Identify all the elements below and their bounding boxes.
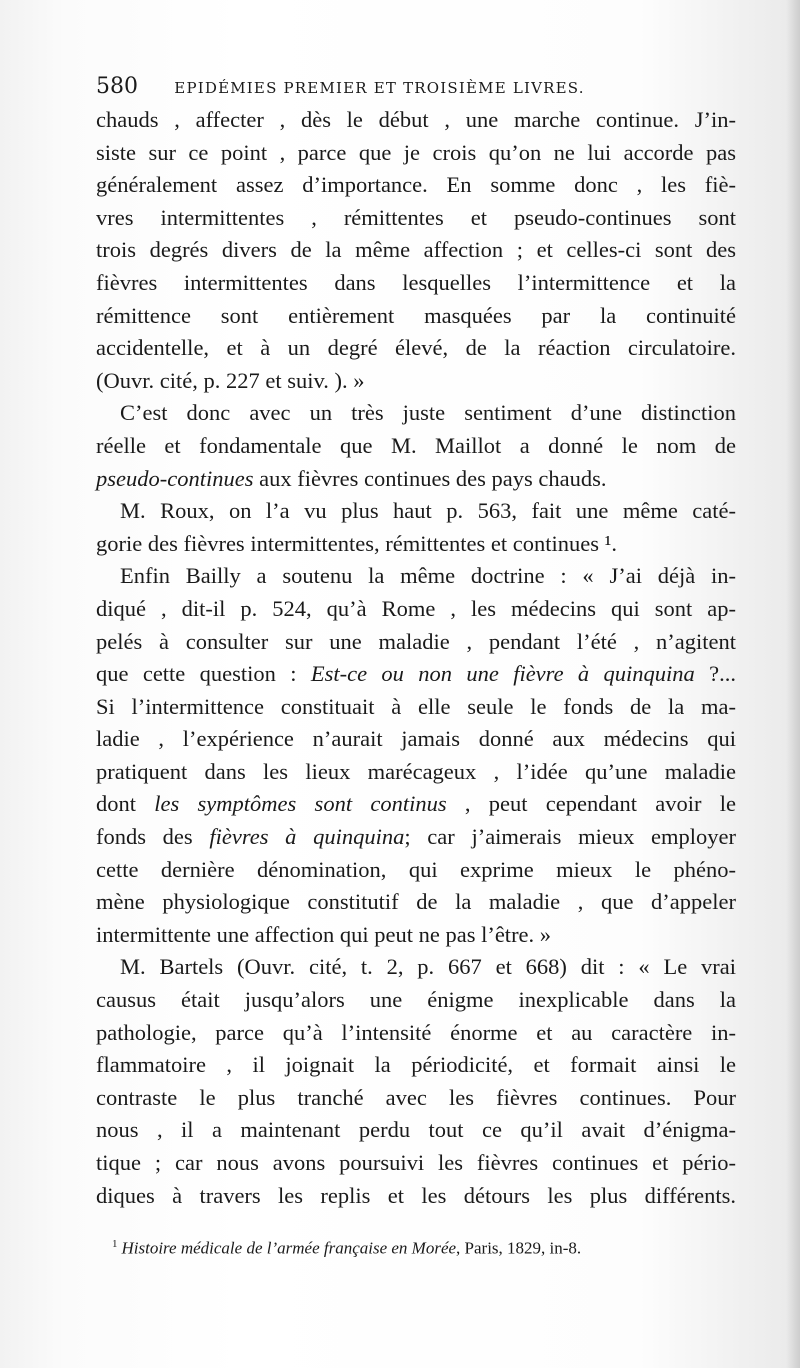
text-span: ; car j’aimerais mieux employer bbox=[404, 824, 736, 850]
text-line: accidentelle, et à un degré élevé, de la réaction circulatoire. bbox=[96, 335, 736, 361]
footnote-publication: , Paris, 1829, in-8. bbox=[456, 1238, 582, 1258]
text-line bbox=[96, 463, 736, 496]
text-line: tique ; car nous avons poursuivi les fièvres continues et pério- bbox=[96, 1150, 736, 1175]
text-line: diqué , dit-il p. 524, qu’à Rome , les médecins qui sont ap- bbox=[96, 595, 736, 621]
text-line: nous , il a maintenant perdu tout ce qu’il avait d’énigma- bbox=[96, 1117, 736, 1143]
text-line: (Ouvr. cité, p. 227 et suiv. ). » bbox=[96, 367, 365, 393]
text-span: , peut cependant avoir le bbox=[446, 791, 736, 817]
text-line: Enfin Bailly a soutenu la même doctrine : « J’ai déjà in- bbox=[120, 563, 736, 589]
text-line: intermittente une affection qui peut ne pas l’être. » bbox=[96, 921, 552, 947]
page-number: 580 bbox=[96, 74, 138, 99]
italic-phrase: fièvres à quinquina bbox=[209, 824, 405, 850]
text-span: ?... bbox=[694, 661, 736, 687]
text-line: C’est donc avec un très juste sentiment d’une distinction bbox=[120, 400, 736, 426]
text-line: M. Bartels (Ouvr. cité, t. 2, p. 667 et 668) dit : « Le vrai bbox=[120, 954, 736, 980]
text-line: réelle et fondamentale que M. Maillot a donné le nom de bbox=[96, 432, 736, 458]
text-line: vres intermittentes , rémittentes et pseudo-continues sont bbox=[96, 204, 736, 230]
text-line: généralement assez d’importance. En somme donc , les fiè- bbox=[96, 172, 736, 198]
text-line: pathologie, parce qu’à l’intensité énorme et au caractère in- bbox=[96, 1019, 736, 1045]
text-line: chauds , affecter , dès le début , une marche continue. J’in- bbox=[96, 107, 736, 132]
italic-term: pseudo-continues bbox=[96, 465, 254, 491]
text-line: pratiquent dans les lieux marécageux , l’idée qu’une maladie bbox=[96, 758, 736, 784]
text-line: flammatoire , il joignait la périodicité, et formait ainsi le bbox=[96, 1052, 736, 1078]
footnote bbox=[112, 1232, 742, 1261]
text-line: gorie des fièvres intermittentes, rémittentes et continues ¹. bbox=[96, 530, 617, 556]
italic-phrase: les symptômes sont continus bbox=[154, 791, 447, 817]
footnote-marker: 1 bbox=[112, 1238, 118, 1250]
text-line bbox=[96, 788, 736, 821]
footnote-title: Histoire médicale de l’armée française en Morée bbox=[121, 1238, 457, 1258]
text-line bbox=[96, 658, 736, 691]
text-span: dont bbox=[96, 791, 155, 817]
text-line: contraste le plus tranché avec les fièvres continues. Pour bbox=[96, 1084, 736, 1110]
text-line: siste sur ce point , parce que je crois qu’on ne lui accorde pas bbox=[96, 139, 736, 165]
text-line: rémittence sont entièrement masquées par la continuité bbox=[96, 302, 736, 328]
text-line: fièvres intermittentes dans lesquelles l’intermittence et la bbox=[96, 269, 736, 295]
text-line: cette dernière dénomination, qui exprime mieux le phéno- bbox=[96, 856, 736, 882]
text-line: M. Roux, on l’a vu plus haut p. 563, fait une même caté- bbox=[120, 498, 736, 524]
text-line: ladie , l’expérience n’aurait jamais donné aux médecins qui bbox=[96, 726, 736, 752]
text-span: fonds des bbox=[96, 824, 210, 850]
running-head: EPIDÉMIES PREMIER ET TROISIÈME LIVRES. bbox=[174, 79, 585, 97]
text-line: mène physiologique constitutif de la maladie , que d’appeler bbox=[96, 889, 736, 915]
text-line: Si l’intermittence constituait à elle seule le fonds de la ma- bbox=[96, 693, 736, 719]
text-span: aux fièvres continues des pays chauds. bbox=[253, 465, 607, 491]
text-line: causus était jusqu’alors une énigme inexplicable dans la bbox=[96, 987, 736, 1013]
italic-phrase: Est-ce ou non une fièvre à quinquina bbox=[310, 661, 695, 687]
text-line: trois degrés divers de la même affection ; et celles-ci sont des bbox=[96, 237, 736, 263]
text-line bbox=[96, 821, 736, 854]
page-edge-shadow bbox=[786, 0, 800, 1368]
page-header bbox=[96, 74, 736, 104]
text-line: pelés à consulter sur une maladie , pendant l’été , n’agitent bbox=[96, 628, 736, 654]
text-span: que cette question : bbox=[96, 661, 311, 687]
text-line: diques à travers les replis et les détours les plus différents. bbox=[96, 1182, 736, 1208]
body-text bbox=[96, 104, 736, 1212]
